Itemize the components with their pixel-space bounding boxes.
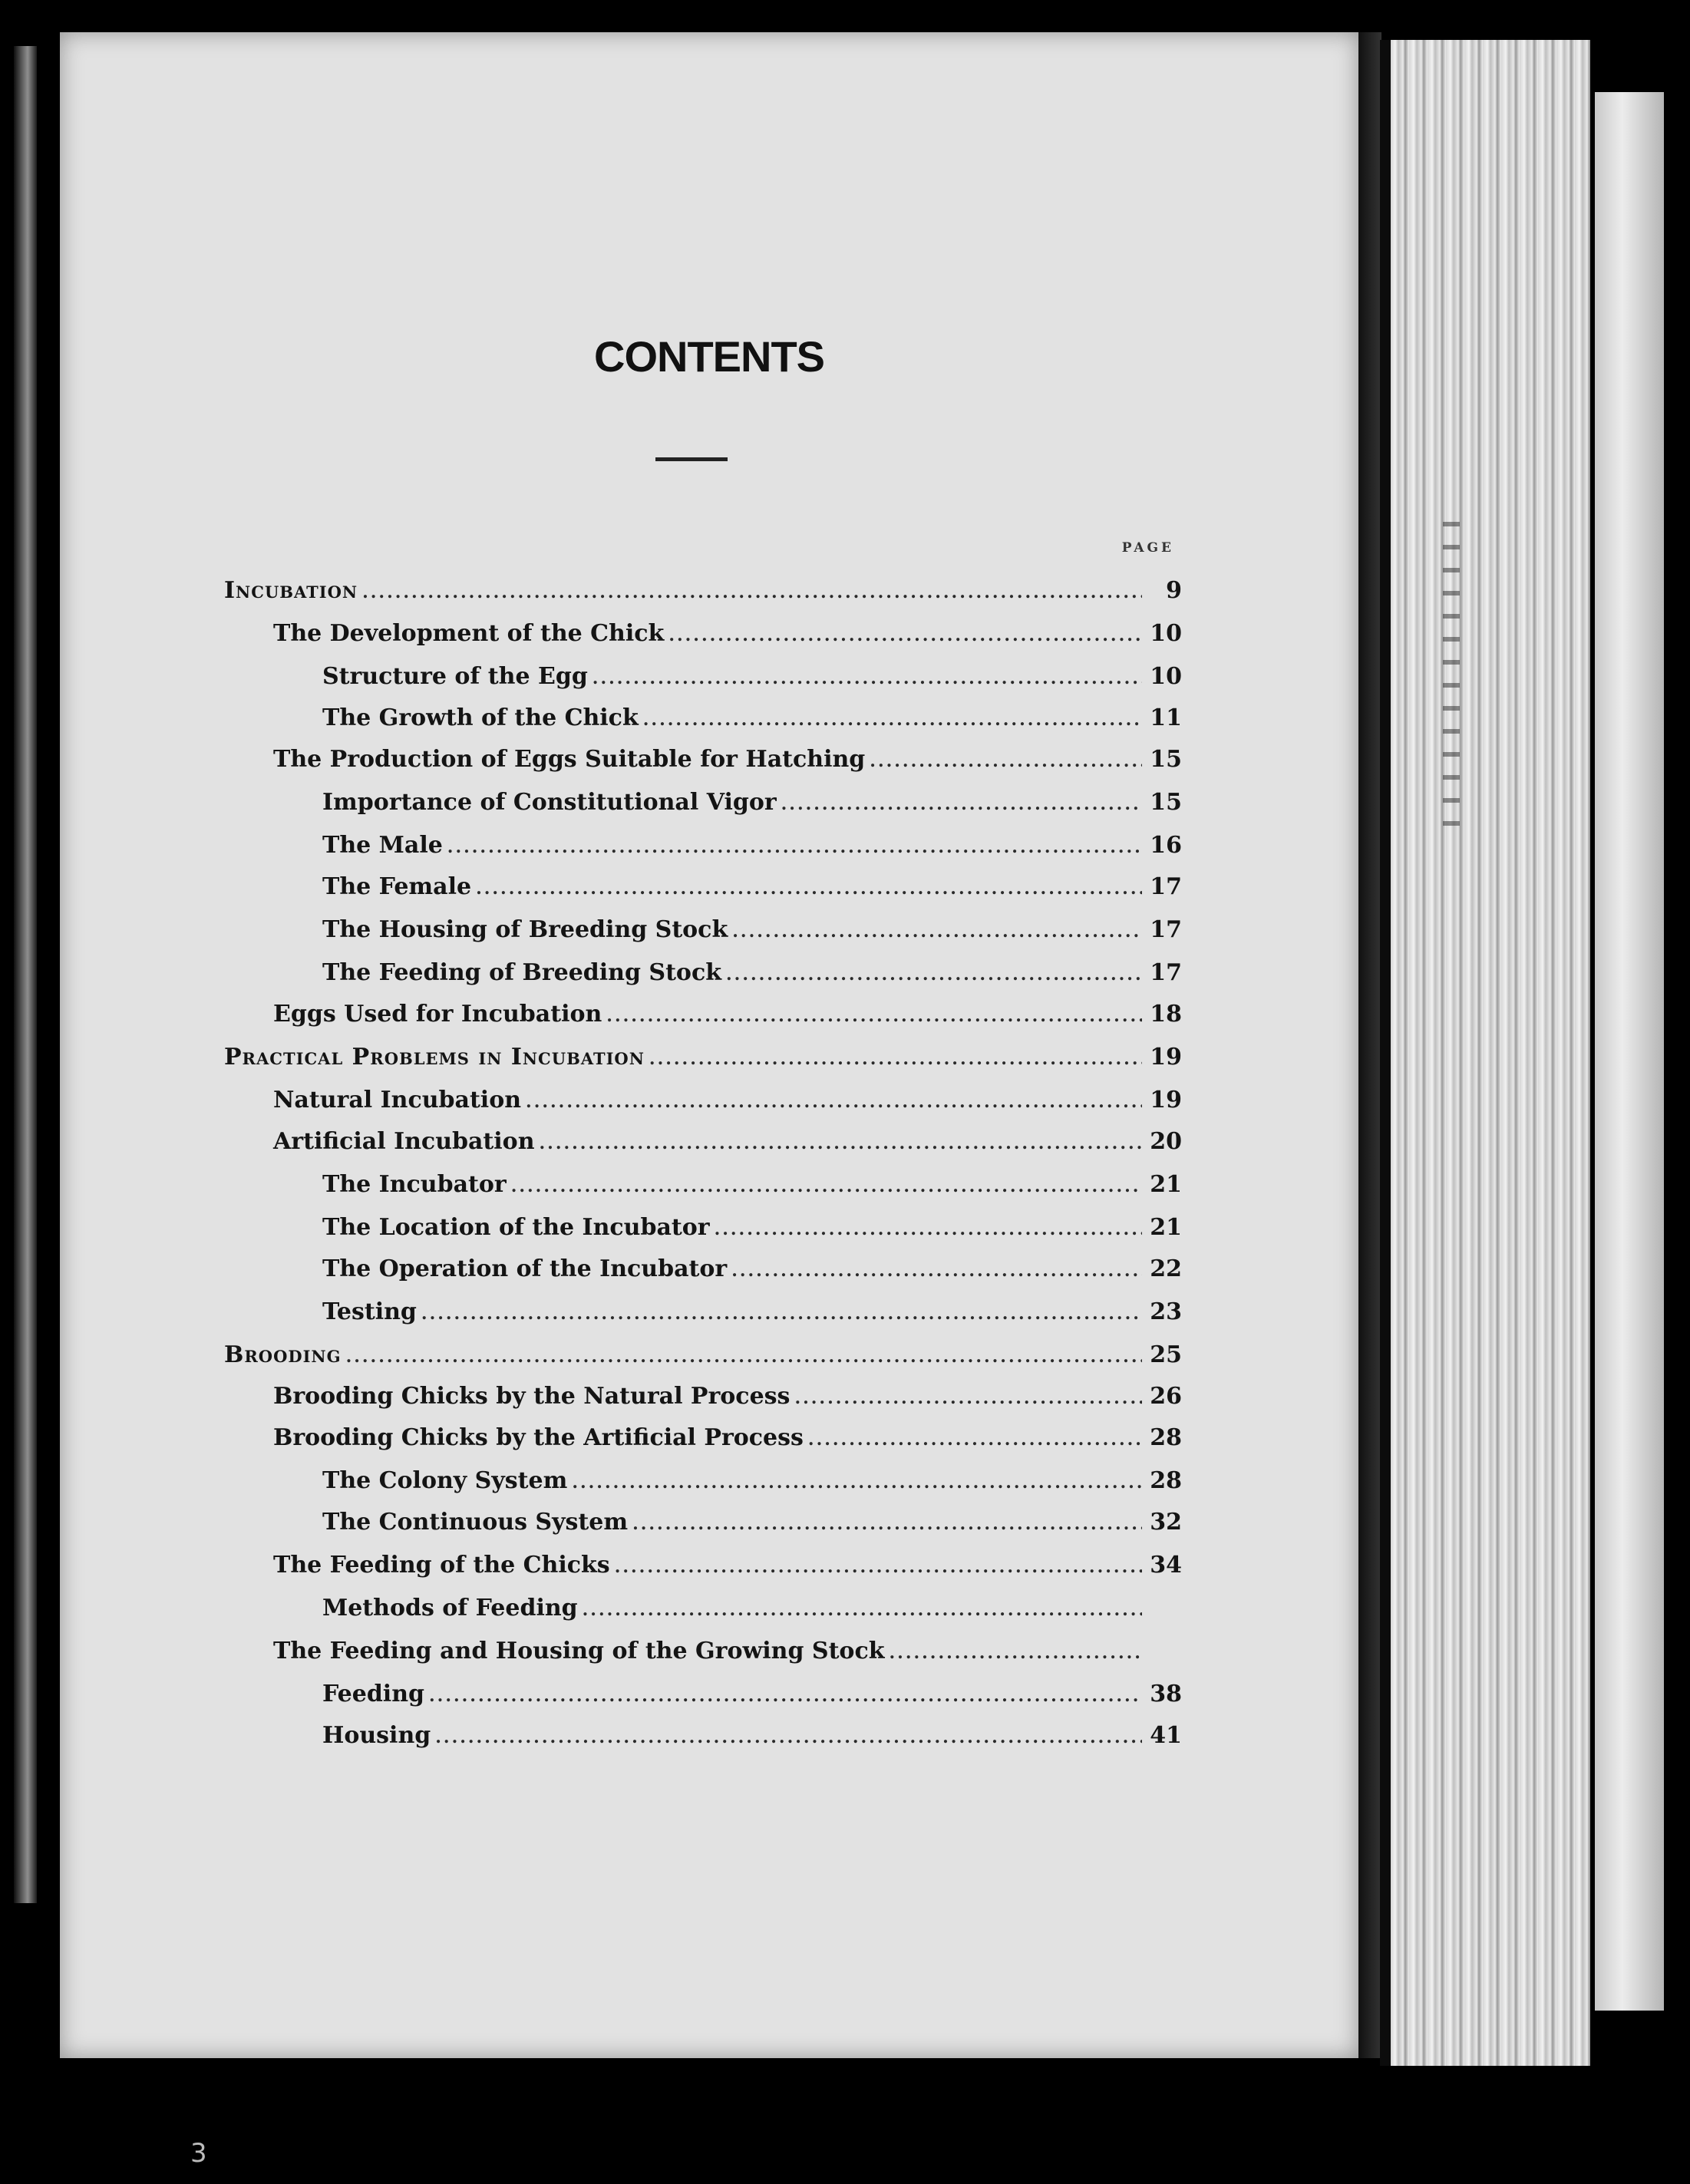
toc-entry: [322, 959, 1182, 990]
leader-dots: [435, 1727, 1142, 1747]
toc-entry-page: 15: [1150, 789, 1182, 816]
toc-entry: [273, 620, 1182, 651]
toc-entry: [322, 832, 1182, 863]
toc-entry-page: 16: [1150, 832, 1182, 859]
page-gutter-shadow: [1358, 32, 1381, 2058]
book-fore-edge-outer: [1595, 92, 1664, 2011]
book-fore-edge: [1391, 40, 1590, 2066]
leader-dots: [526, 1092, 1142, 1112]
leader-dots: [643, 710, 1142, 730]
toc-entry-label: The Housing of Breeding Stock: [322, 916, 728, 943]
leader-dots: [592, 668, 1142, 688]
toc-entry-label: Feeding: [322, 1681, 424, 1707]
toc-entry: [273, 1087, 1182, 1117]
toc-entry-label: The Production of Eggs Suitable for Hatching: [273, 746, 866, 773]
toc-entry: [273, 746, 1182, 777]
toc-entry: [273, 1552, 1182, 1582]
toc-entry: [322, 916, 1182, 947]
leader-dots: [511, 1176, 1142, 1196]
toc-entry-label: The Feeding and Housing of the Growing Stock: [273, 1638, 885, 1664]
toc-entry-label: The Development of the Chick: [273, 620, 665, 647]
toc-entry: [322, 1171, 1182, 1202]
toc-entry-page: 26: [1150, 1383, 1182, 1410]
toc-entry: [224, 1044, 1182, 1074]
toc-entry-page: 19: [1150, 1044, 1182, 1071]
toc-entry: [322, 1255, 1182, 1286]
toc-entry-label: The Female: [322, 873, 472, 900]
leader-dots: [346, 1347, 1142, 1367]
toc-entry: [322, 1509, 1182, 1539]
toc-entry-page: 17: [1150, 959, 1182, 986]
toc-entry: [322, 873, 1182, 904]
toc-entry-label: The Location of the Incubator: [322, 1214, 710, 1241]
toc-entry-label: Natural Incubation: [273, 1087, 522, 1113]
toc-entry-label: Testing: [322, 1298, 417, 1325]
toc-entry-label: The Colony System: [322, 1467, 568, 1494]
toc-entry: [224, 1341, 1182, 1372]
toc-entry-page: 10: [1150, 620, 1182, 647]
toc-entry-label: Housing: [322, 1722, 431, 1749]
leader-dots: [615, 1557, 1142, 1577]
leader-dots: [668, 625, 1142, 645]
toc-entry-page: 25: [1150, 1341, 1182, 1368]
toc-entry-label: The Male: [322, 832, 443, 859]
toc-entry-label: Brooding: [224, 1341, 342, 1368]
toc-entry-page: 20: [1150, 1128, 1182, 1155]
toc-entry-label: The Growth of the Chick: [322, 704, 639, 731]
page-title: CONTENTS: [594, 332, 824, 381]
toc-entry: [224, 577, 1182, 608]
toc-entry-page: 22: [1150, 1255, 1182, 1282]
toc-entry: [322, 704, 1182, 735]
toc-entry-label: Structure of the Egg: [322, 663, 588, 690]
toc-entry-page: 11: [1150, 704, 1182, 731]
toc-entry-label: Artificial Incubation: [273, 1128, 535, 1155]
toc-entry-page: 19: [1150, 1087, 1182, 1113]
toc-entry-page: 21: [1150, 1171, 1182, 1198]
leader-dots: [726, 965, 1142, 985]
toc-entry-label: The Continuous System: [322, 1509, 629, 1536]
leader-dots: [632, 1514, 1142, 1534]
toc-entry-label: Incubation: [224, 577, 358, 604]
toc-entry-label: Eggs Used for Incubation: [273, 1001, 602, 1028]
toc-entry: [322, 1298, 1182, 1329]
leader-dots: [583, 1600, 1142, 1620]
toc-entry: [322, 1595, 1182, 1625]
toc-entry-page: 15: [1150, 746, 1182, 773]
leader-dots: [429, 1686, 1142, 1706]
toc-entry-page: 18: [1150, 1001, 1182, 1028]
toc-entry-page: 17: [1150, 873, 1182, 900]
toc-entry: [273, 1128, 1182, 1159]
leader-dots: [794, 1388, 1142, 1408]
toc-entry: [322, 1722, 1182, 1753]
leader-dots: [808, 1430, 1142, 1450]
toc-entry-page: 41: [1150, 1722, 1182, 1749]
leader-dots: [572, 1473, 1142, 1493]
toc-entry-label: Brooding Chicks by the Artificial Process: [273, 1424, 804, 1451]
toc-entry: [322, 789, 1182, 820]
fore-edge-marks: [1443, 522, 1460, 844]
toc-entry: [273, 1001, 1182, 1031]
scan-corner-mark: 3: [190, 2138, 207, 2169]
toc-entry: [322, 663, 1182, 694]
leader-dots: [715, 1219, 1142, 1239]
leader-dots: [731, 1261, 1142, 1281]
left-page-edge: [14, 46, 37, 1903]
toc-entry-label: Brooding Chicks by the Natural Process: [273, 1383, 791, 1410]
toc-entry: [273, 1638, 1182, 1668]
toc-entry: [322, 1681, 1182, 1711]
toc-entry-page: 23: [1150, 1298, 1182, 1325]
leader-dots: [732, 922, 1142, 942]
toc-entry-page: 32: [1150, 1509, 1182, 1536]
toc-entry-label: The Incubator: [322, 1171, 507, 1198]
leader-dots: [362, 582, 1142, 602]
toc-entry-label: Methods of Feeding: [322, 1595, 578, 1622]
leader-dots: [890, 1643, 1143, 1663]
toc-entry: [273, 1424, 1182, 1455]
toc-entry-page: 10: [1150, 663, 1182, 690]
leader-dots: [421, 1304, 1142, 1324]
leader-dots: [606, 1006, 1142, 1026]
leader-dots: [649, 1049, 1142, 1069]
toc-entry-page: 9: [1166, 577, 1182, 604]
toc-entry-label: Practical Problems in Incubation: [224, 1044, 645, 1071]
leader-dots: [870, 751, 1142, 771]
toc-entry-page: 34: [1150, 1552, 1182, 1579]
toc-entry-label: The Feeding of the Chicks: [273, 1552, 610, 1579]
toc-entry-page: 28: [1150, 1424, 1182, 1451]
toc-entry-label: The Feeding of Breeding Stock: [322, 959, 721, 986]
leader-dots: [447, 837, 1142, 857]
toc-entry-page: 28: [1150, 1467, 1182, 1494]
toc-entry-page: 21: [1150, 1214, 1182, 1241]
toc-entry-page: 38: [1150, 1681, 1182, 1707]
toc-entry: [322, 1467, 1182, 1498]
toc-entry-page: 17: [1150, 916, 1182, 943]
page-column-label: PAGE: [1121, 540, 1174, 556]
title-rule: [655, 457, 728, 461]
leader-dots: [781, 794, 1142, 814]
leader-dots: [476, 879, 1142, 899]
toc-entry: [322, 1214, 1182, 1245]
leader-dots: [540, 1133, 1142, 1153]
toc-entry: [273, 1383, 1182, 1414]
toc-entry-label: The Operation of the Incubator: [322, 1255, 728, 1282]
toc-entry-label: Importance of Constitutional Vigor: [322, 789, 777, 816]
